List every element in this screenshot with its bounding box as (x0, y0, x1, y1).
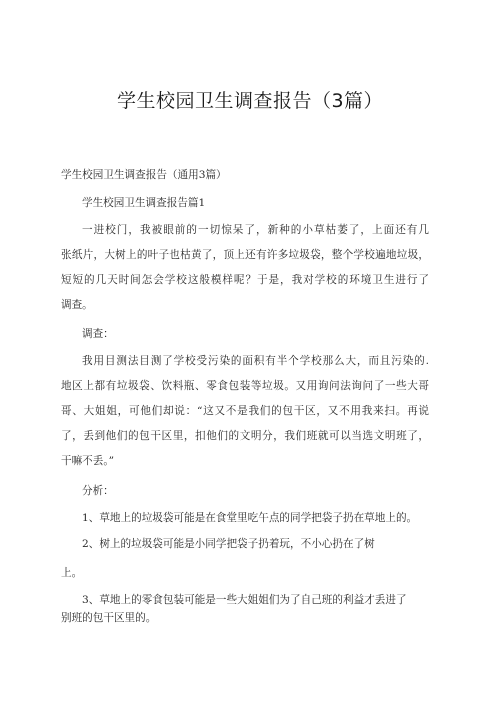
paragraph-line: 我用目测法目测了学校受污染的面积有半个学校那么大，而且污染的. (82, 355, 429, 367)
paragraph-line: 哥、大姐姐，可他们却说：“这又不是我们的包干区，又不用我来扫。再说 (61, 405, 429, 417)
analysis-item: 上。 (61, 567, 83, 579)
analysis-item: 3、草地上的零食包装可能是一些大姐姐们为了自己班的利益才丢进了 (82, 594, 407, 606)
survey-label: 调查： (82, 328, 114, 340)
paragraph-line: 了，丢到他们的包干区里，扣他们的文明分，我们班就可以当选文明班了， (61, 430, 429, 442)
analysis-label: 分析： (82, 485, 114, 497)
document-subtitle: 学生校园卫生调查报告（通用3篇） (61, 169, 227, 181)
analysis-item: 2、树上的垃圾袋可能是小同学把袋子扔着玩，不小心扔在了树 (82, 538, 375, 550)
paragraph-line: 张纸片，大树上的叶子也枯黄了，顶上还有许多垃圾袋，整个学校遍地垃圾， (61, 249, 429, 261)
analysis-item: 别班的包干区里的。 (61, 612, 157, 624)
paragraph-line: 短短的几天时间怎会学校这般模样呢？于是，我对学校的环境卫生进行了 (61, 274, 429, 286)
analysis-item: 1、草地上的垃圾袋可能是在食堂里吃午点的同学把袋子扔在草地上的。 (82, 512, 418, 524)
paragraph-line: 调查。 (61, 299, 93, 311)
paragraph-line: 地区上都有垃圾袋、饮料瓶、零食包装等垃圾。又用询问法询问了一些大哥 (61, 380, 429, 392)
section-heading: 学生校园卫生调查报告篇1 (82, 197, 206, 209)
document-title: 学生校园卫生调查报告（3篇） (116, 90, 384, 112)
paragraph-line: 干嘛不丢。” (61, 455, 115, 467)
paragraph-line: 一进校门，我被眼前的一切惊呆了，新种的小草枯萎了，上面还有几 (82, 224, 429, 236)
